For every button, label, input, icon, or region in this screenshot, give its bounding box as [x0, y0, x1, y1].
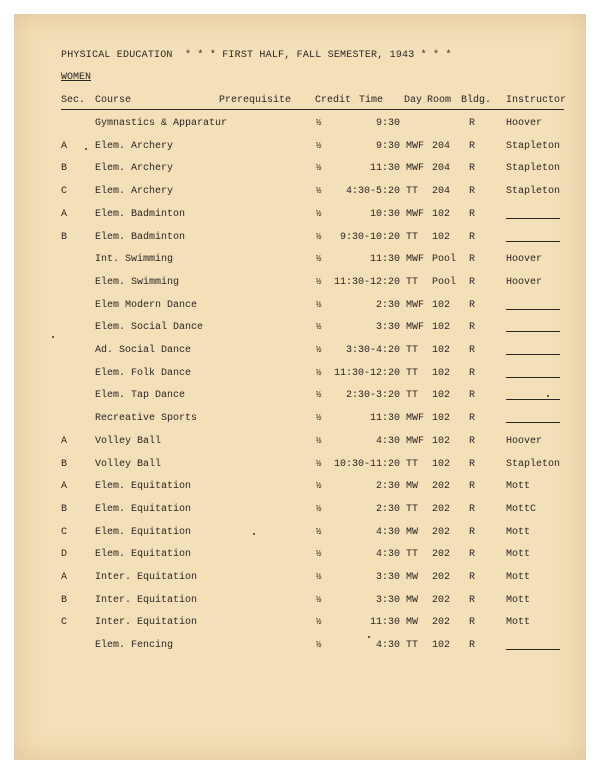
- row-room: 102: [432, 299, 451, 311]
- row-room: 204: [432, 163, 451, 175]
- row-bldg: R: [469, 390, 476, 402]
- row-day: MW: [406, 526, 419, 538]
- row-room: Pool: [432, 276, 457, 288]
- table-row: [61, 459, 564, 475]
- row-course: Volley Ball: [95, 435, 162, 447]
- row-course: Volley Ball: [95, 458, 162, 470]
- header-bldg: Bldg.: [461, 95, 492, 106]
- row-sec: A: [61, 481, 68, 493]
- table-row: [61, 436, 564, 452]
- row-course: Elem Modern Dance: [95, 299, 198, 311]
- blank-line: [506, 300, 560, 310]
- row-sec: D: [61, 549, 68, 561]
- row-day: TT: [406, 640, 419, 652]
- row-bldg: R: [469, 322, 476, 334]
- table-row: [61, 572, 564, 588]
- row-credit: ½: [316, 140, 322, 151]
- row-bldg: R: [469, 276, 476, 288]
- table-row: [61, 163, 564, 179]
- row-time: 11:30: [369, 254, 400, 266]
- row-credit: ½: [316, 390, 322, 401]
- row-time: 10:30-11:20: [334, 458, 401, 470]
- row-room: 202: [432, 503, 451, 515]
- row-course: Elem. Archery: [95, 186, 174, 198]
- row-instructor: Stapleton: [506, 163, 561, 175]
- row-course: Elem. Folk Dance: [95, 367, 192, 379]
- row-credit: ½: [316, 208, 322, 219]
- row-time: 3:30: [375, 594, 400, 606]
- row-time: 3:30: [375, 322, 400, 334]
- row-course: Elem. Fencing: [95, 640, 174, 652]
- table-row: [61, 549, 564, 565]
- row-day: MWF: [406, 140, 425, 152]
- row-instructor: Mott: [506, 572, 531, 583]
- row-bldg: R: [469, 526, 476, 538]
- row-room: 202: [432, 572, 451, 583]
- header-room: Room: [427, 95, 452, 106]
- row-instructor: Hoover: [506, 254, 543, 266]
- row-time: 9:30: [375, 118, 400, 129]
- row-credit: ½: [316, 254, 322, 265]
- row-bldg: R: [469, 481, 476, 493]
- row-day: MWF: [406, 163, 425, 175]
- row-room: 102: [432, 640, 451, 652]
- header-prerequisite: Prerequisite: [219, 95, 292, 106]
- blank-line: [506, 232, 560, 242]
- row-room: 102: [432, 322, 451, 334]
- row-room: 102: [432, 208, 451, 220]
- row-time: 4:30-5:20: [345, 186, 400, 198]
- table-row: [61, 640, 564, 656]
- row-day: TT: [406, 367, 419, 379]
- table-row: [61, 345, 564, 361]
- row-credit: ½: [316, 640, 322, 651]
- row-instructor: Hoover: [506, 276, 543, 288]
- table-row: [61, 118, 564, 134]
- row-instructor: Mott: [506, 549, 531, 561]
- row-time: 4:30: [375, 549, 400, 561]
- row-instructor: Mott: [506, 526, 531, 538]
- row-credit: ½: [316, 526, 322, 537]
- row-credit: ½: [316, 617, 322, 628]
- table-row: [61, 209, 564, 225]
- row-room: 102: [432, 458, 451, 470]
- row-bldg: R: [469, 617, 476, 629]
- row-room: 102: [432, 435, 451, 447]
- row-bldg: R: [469, 163, 476, 175]
- row-credit: ½: [316, 367, 322, 378]
- row-instructor: Stapleton: [506, 186, 561, 198]
- row-day: MWF: [406, 413, 425, 425]
- row-sec: B: [61, 594, 68, 606]
- row-room: 102: [432, 231, 451, 243]
- row-room: 202: [432, 526, 451, 538]
- row-bldg: R: [469, 367, 476, 379]
- row-course: Inter. Equitation: [95, 617, 198, 629]
- row-day: MWF: [406, 322, 425, 334]
- row-room: 202: [432, 481, 451, 493]
- blank-line: [506, 368, 560, 378]
- row-day: TT: [406, 390, 419, 402]
- row-course: Gymnastics & Apparatur: [95, 118, 228, 129]
- row-credit: ½: [316, 503, 322, 514]
- row-day: MWF: [406, 208, 425, 220]
- row-sec: C: [61, 617, 68, 629]
- paper-fleck: [52, 336, 54, 338]
- table-row: [61, 413, 564, 429]
- table-header: [61, 95, 567, 110]
- row-credit: ½: [316, 299, 322, 310]
- row-day: MWF: [406, 254, 425, 266]
- row-bldg: R: [469, 458, 476, 470]
- row-bldg: R: [469, 208, 476, 220]
- table-row: [61, 254, 564, 270]
- document-title: PHYSICAL EDUCATION * * * FIRST HALF, FALL SEMESTER, 1943 * * *: [61, 50, 452, 61]
- row-course: Elem. Badminton: [95, 231, 186, 243]
- row-bldg: R: [469, 345, 476, 356]
- row-instructor: Mott: [506, 617, 531, 629]
- blank-line: [506, 390, 560, 400]
- row-sec: B: [61, 503, 68, 515]
- row-room: 102: [432, 390, 451, 402]
- row-time: 2:30: [375, 503, 400, 515]
- row-day: MWF: [406, 435, 425, 447]
- table-row: [61, 300, 564, 316]
- row-credit: ½: [316, 435, 322, 446]
- row-sec: C: [61, 186, 68, 198]
- row-instructor: Stapleton: [506, 458, 561, 470]
- row-instructor: Stapleton: [506, 140, 561, 152]
- row-course: Elem. Archery: [95, 163, 174, 175]
- header-instructor: Instructor: [506, 95, 567, 106]
- row-time: 4:30: [375, 526, 400, 538]
- row-time: 3:30-4:20: [345, 345, 400, 356]
- table-row: [61, 390, 564, 406]
- row-course: Elem. Equitation: [95, 481, 192, 493]
- row-room: 204: [432, 140, 451, 152]
- blank-line: [506, 209, 560, 219]
- row-room: 202: [432, 617, 451, 629]
- row-instructor: Mott: [506, 481, 531, 493]
- row-time: 10:30: [369, 208, 400, 220]
- row-course: Elem. Equitation: [95, 549, 192, 561]
- row-time: 4:30: [375, 435, 400, 447]
- row-bldg: R: [469, 413, 476, 425]
- table-row: [61, 322, 564, 338]
- row-room: 102: [432, 345, 451, 356]
- row-day: TT: [406, 345, 419, 356]
- header-course: Course: [95, 95, 132, 106]
- row-time: 11:30-12:20: [334, 367, 401, 379]
- header-credit: Credit: [315, 95, 352, 106]
- paper-fleck: [253, 533, 255, 535]
- row-course: Elem. Swimming: [95, 276, 180, 288]
- row-day: TT: [406, 549, 419, 561]
- paper-fleck: [368, 636, 370, 638]
- row-day: TT: [406, 276, 419, 288]
- row-room: 102: [432, 413, 451, 425]
- paper-fleck: [85, 148, 87, 150]
- row-instructor: Mott: [506, 594, 531, 606]
- row-credit: ½: [316, 572, 322, 582]
- row-room: 102: [432, 367, 451, 379]
- row-bldg: R: [469, 503, 476, 515]
- row-sec: A: [61, 435, 68, 447]
- row-sec: C: [61, 526, 68, 538]
- blank-line: [506, 322, 560, 332]
- table-row: [61, 504, 564, 520]
- header-time: Time: [359, 95, 384, 106]
- row-credit: ½: [316, 458, 322, 469]
- row-time: 9:30: [375, 140, 400, 152]
- row-course: Ad. Social Dance: [95, 345, 192, 356]
- row-sec: A: [61, 572, 68, 583]
- row-time: 2:30-3:20: [345, 390, 400, 402]
- row-course: Elem. Tap Dance: [95, 390, 186, 402]
- row-course: Elem. Social Dance: [95, 322, 204, 334]
- row-time: 2:30: [375, 481, 400, 493]
- row-course: Elem. Archery: [95, 140, 174, 152]
- row-credit: ½: [316, 594, 322, 605]
- row-course: Elem. Equitation: [95, 503, 192, 515]
- blank-line: [506, 640, 560, 650]
- row-bldg: R: [469, 594, 476, 606]
- row-sec: A: [61, 208, 68, 220]
- row-course: Inter. Equitation: [95, 572, 198, 583]
- row-bldg: R: [469, 435, 476, 447]
- table-row: [61, 595, 564, 611]
- row-time: 11:30: [369, 163, 400, 175]
- row-bldg: R: [469, 572, 476, 583]
- row-day: MW: [406, 617, 419, 629]
- row-bldg: R: [469, 254, 476, 266]
- row-course: Recreative Sports: [95, 413, 198, 425]
- row-sec: A: [61, 140, 68, 152]
- row-day: MWF: [406, 299, 425, 311]
- row-day: TT: [406, 186, 419, 198]
- row-time: 11:30: [369, 413, 400, 425]
- table-row: [61, 617, 564, 633]
- row-time: 11:30-12:20: [334, 276, 401, 288]
- row-instructor: Hoover: [506, 118, 543, 129]
- row-course: Inter. Equitation: [95, 594, 198, 606]
- table-row: [61, 368, 564, 384]
- row-credit: ½: [316, 186, 322, 197]
- blank-line: [506, 345, 560, 355]
- row-day: MW: [406, 572, 419, 583]
- row-bldg: R: [469, 140, 476, 152]
- table-row: [61, 186, 564, 202]
- row-course: Elem. Badminton: [95, 208, 186, 220]
- row-instructor: MottC: [506, 503, 537, 515]
- row-sec: B: [61, 163, 68, 175]
- row-sec: B: [61, 231, 68, 243]
- row-sec: B: [61, 458, 68, 470]
- row-credit: ½: [316, 413, 322, 424]
- row-instructor: Hoover: [506, 435, 543, 447]
- row-day: TT: [406, 503, 419, 515]
- row-bldg: R: [469, 186, 476, 198]
- row-credit: ½: [316, 322, 322, 333]
- row-credit: ½: [316, 549, 322, 560]
- header-day: Day: [404, 95, 423, 106]
- row-time: 3:30: [375, 572, 400, 583]
- table-row: [61, 141, 564, 157]
- row-day: MW: [406, 594, 419, 606]
- table-row: [61, 277, 564, 293]
- row-bldg: R: [469, 549, 476, 561]
- row-credit: ½: [316, 118, 322, 128]
- table-row: [61, 232, 564, 248]
- row-bldg: R: [469, 118, 476, 129]
- row-time: 2:30: [375, 299, 400, 311]
- row-credit: ½: [316, 481, 322, 492]
- table-row: [61, 527, 564, 543]
- blank-line: [506, 413, 560, 423]
- row-day: MW: [406, 481, 419, 493]
- row-room: Pool: [432, 254, 457, 266]
- row-credit: ½: [316, 163, 322, 174]
- row-time: 9:30-10:20: [339, 231, 400, 243]
- row-credit: ½: [316, 345, 322, 355]
- row-bldg: R: [469, 231, 476, 243]
- row-time: 4:30: [375, 640, 400, 652]
- row-day: TT: [406, 231, 419, 243]
- paper-fleck: [547, 395, 549, 397]
- row-bldg: R: [469, 299, 476, 311]
- row-bldg: R: [469, 640, 476, 652]
- row-room: 204: [432, 186, 451, 198]
- row-course: Elem. Equitation: [95, 526, 192, 538]
- row-room: 202: [432, 549, 451, 561]
- row-day: TT: [406, 458, 419, 470]
- header-sec: Sec.: [61, 95, 86, 106]
- section-subtitle: WOMEN: [61, 72, 92, 83]
- row-time: 11:30: [369, 617, 400, 629]
- row-credit: ½: [316, 231, 322, 242]
- table-row: [61, 481, 564, 497]
- row-credit: ½: [316, 276, 322, 287]
- row-room: 202: [432, 594, 451, 606]
- row-course: Int. Swimming: [95, 254, 174, 266]
